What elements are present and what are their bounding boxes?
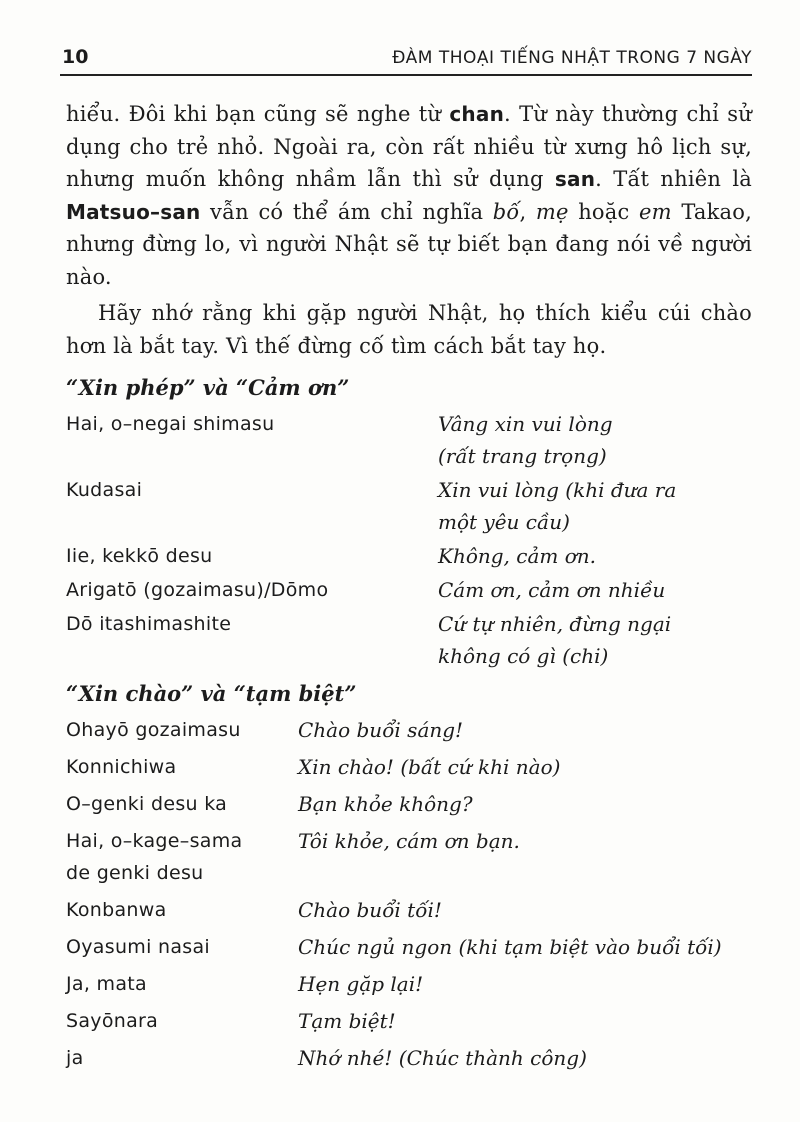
section-title-thanks: “Xin phép” và “Cảm ơn” xyxy=(66,375,350,400)
bowing-paragraph: Hãy nhớ rằng khi gặp người Nhật, họ thích kiểu cúi chào hơn là bắt tay. Vì thế đừng cố tìm cách bắt tay họ. xyxy=(66,301,752,358)
phrase-meaning: Nhớ nhé! (Chúc thành công) xyxy=(298,1046,587,1070)
phrase-meaning: Cám ơn, cảm ơn nhiều xyxy=(438,578,666,602)
running-title: ĐÀM THOẠI TIẾNG NHẬT TRONG 7 NGÀY xyxy=(392,48,752,68)
phrase-row xyxy=(66,540,752,572)
phrase-term: O–genki desu ka xyxy=(66,793,228,815)
phrase-term: ja xyxy=(66,1047,84,1069)
phrase-row xyxy=(66,931,752,963)
term-chan: chan xyxy=(449,102,505,126)
phrase-row xyxy=(66,474,752,538)
phrase-term: Hai, o–negai shimasu xyxy=(66,413,275,435)
phrase-row xyxy=(66,968,752,1000)
term-san: san xyxy=(554,167,596,191)
phrase-row xyxy=(66,894,752,926)
phrase-meaning: Chúc ngủ ngon (khi tạm biệt vào buổi tối) xyxy=(298,935,722,959)
phrase-term: Konnichiwa xyxy=(66,756,177,778)
phrase-row xyxy=(66,751,752,783)
phrase-term: Sayōnara xyxy=(66,1010,159,1032)
phrase-term: Ja, mata xyxy=(66,973,147,995)
phrase-meaning: Vâng xin vui lòng (rất trang trọng) xyxy=(438,412,613,468)
phrase-term: Ohayō gozaimasu xyxy=(66,719,241,741)
phrase-row xyxy=(66,574,752,606)
page-content xyxy=(66,98,752,1079)
phrase-meaning: Chào buổi sáng! xyxy=(298,718,464,742)
phrase-row xyxy=(66,788,752,820)
phrase-row xyxy=(66,1042,752,1074)
phrase-row xyxy=(66,1005,752,1037)
phrase-term: Kudasai xyxy=(66,479,143,501)
phrase-row xyxy=(66,608,752,672)
term-matsuo-san: Matsuo–san xyxy=(66,199,201,224)
phrase-term: Oyasumi nasai xyxy=(66,936,211,958)
phrase-row xyxy=(66,825,752,889)
phrase-meaning: Xin chào! (bất cứ khi nào) xyxy=(298,755,561,779)
phrase-meaning: Tạm biệt! xyxy=(298,1009,396,1033)
phrase-meaning: Bạn khỏe không? xyxy=(298,792,473,816)
phrase-meaning: Không, cảm ơn. xyxy=(438,544,596,568)
section-title-greetings: “Xin chào” và “tạm biệt” xyxy=(66,681,357,706)
page-header xyxy=(60,44,752,76)
phrase-term: Konbanwa xyxy=(66,899,167,921)
phrase-list-thanks xyxy=(66,408,752,672)
phrase-meaning: Xin vui lòng (khi đưa ra một yêu cầu) xyxy=(438,478,677,534)
phrase-meaning: Hẹn gặp lại! xyxy=(298,972,424,996)
phrase-list-greetings xyxy=(66,714,752,1074)
phrase-term: Iie, kekkō desu xyxy=(66,545,213,567)
intro-paragraph: hiểu. Đôi khi bạn cũng sẽ nghe từ chan. Từ này thường chỉ sử dụng cho trẻ nhỏ. Ngoài ra, còn rất nhiều từ xưng hô lịch sự, nhưng muốn không nhầm lẫn thì sử dụng san. Tất nhiên là Matsuo–san vẫn có thể ám chỉ nghĩa bố, mẹ hoặc em Takao, nhưng đừng lo, vì người Nhật sẽ tự biết bạn đang nói về người nào. xyxy=(66,102,753,289)
phrase-term: Hai, o–kage–sama de genki desu xyxy=(66,830,243,884)
phrase-term: Arigatō (gozaimasu)/Dōmo xyxy=(66,579,329,601)
phrase-term: Dō itashimashite xyxy=(66,613,232,635)
phrase-meaning: Chào buổi tối! xyxy=(298,898,442,922)
page-number: 10 xyxy=(62,46,89,68)
phrase-meaning: Cứ tự nhiên, đừng ngại không có gì (chi) xyxy=(438,612,672,668)
phrase-row xyxy=(66,408,752,472)
phrase-meaning: Tôi khỏe, cám ơn bạn. xyxy=(298,829,520,853)
phrase-row xyxy=(66,714,752,746)
